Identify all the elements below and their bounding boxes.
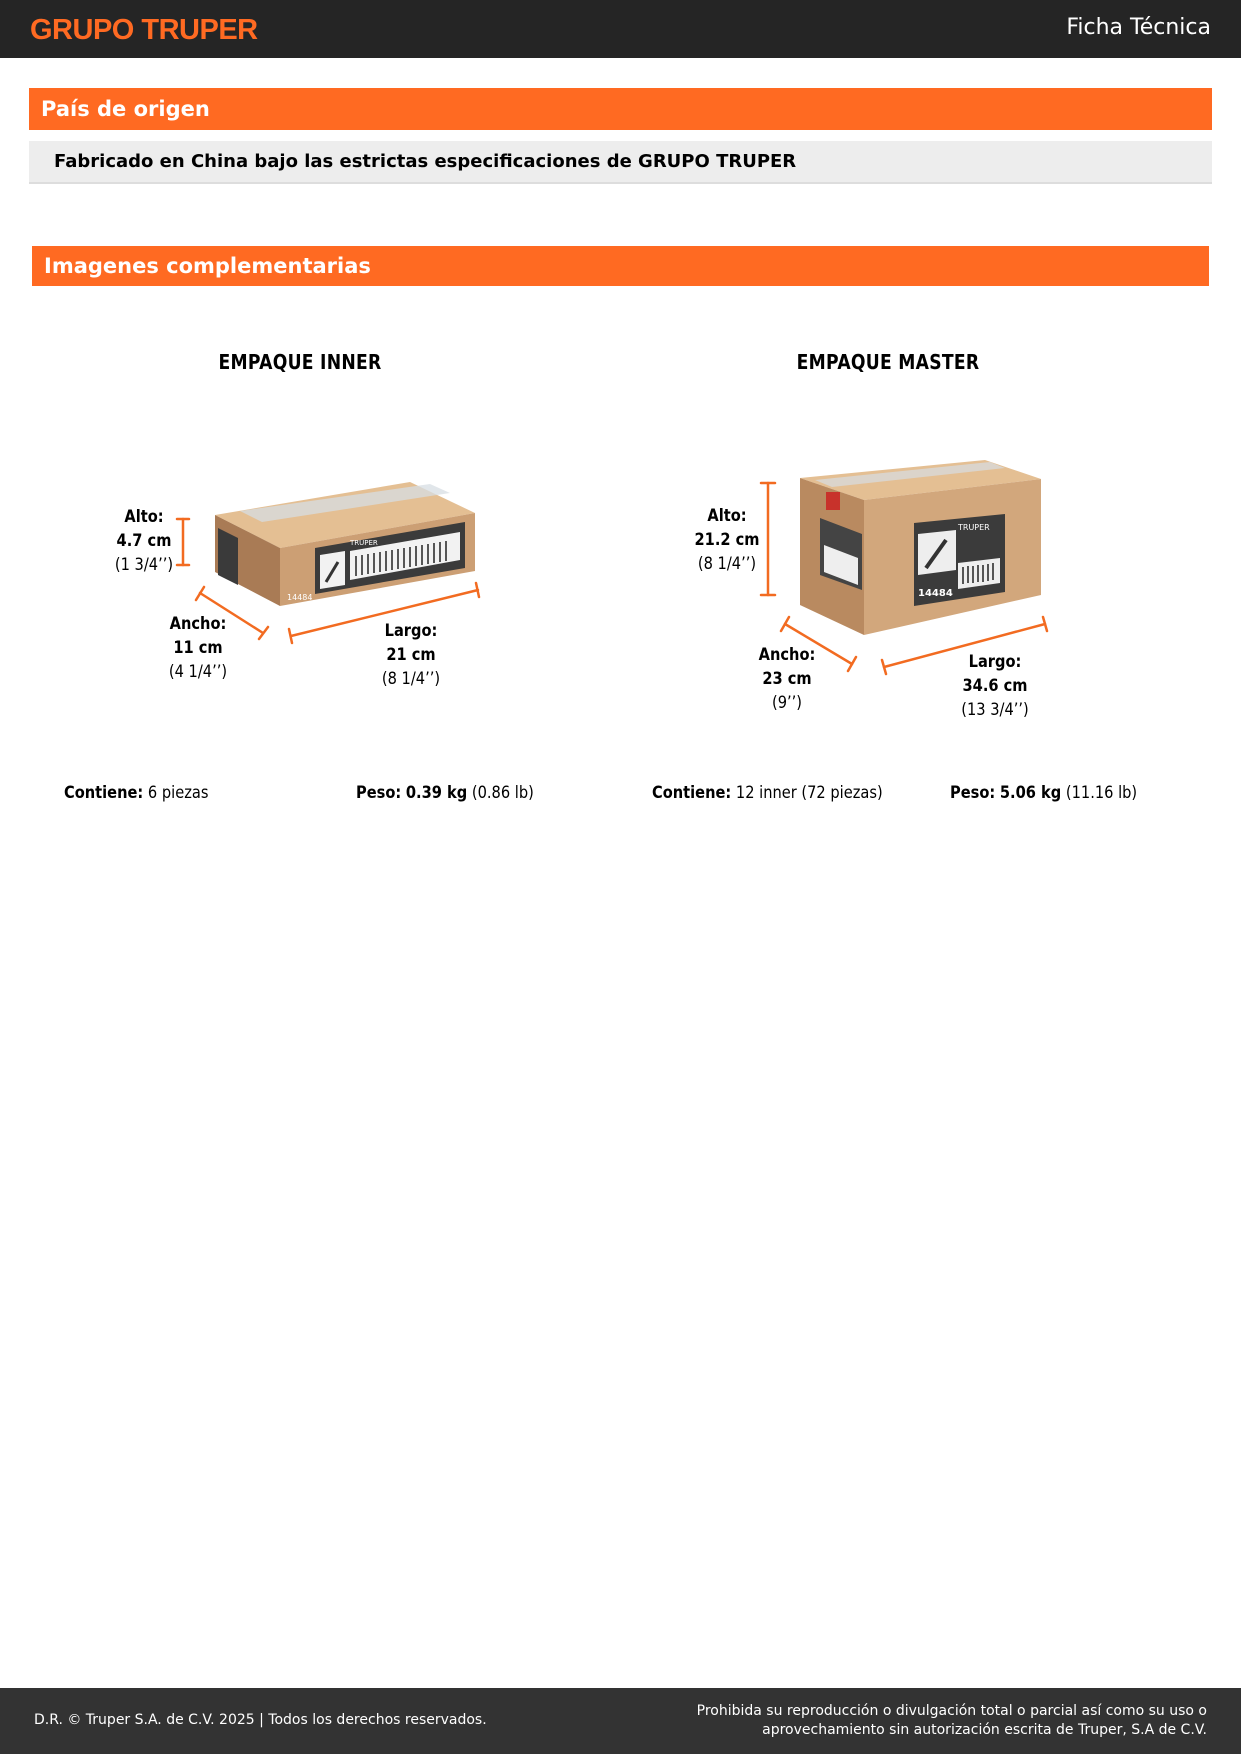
- page-footer: [0, 1688, 1241, 1754]
- master-ancho-label: Ancho: 23 cm (9’’): [758, 645, 816, 713]
- inner-alto-label: Alto: 4.7 cm (1 3/4’’): [114, 507, 174, 575]
- master-package-title: EMPAQUE MASTER: [796, 350, 980, 374]
- document-title: Ficha Técnica: [1066, 15, 1211, 40]
- origin-section-title: País de origen: [41, 97, 210, 121]
- footer-copyright: D.R. © Truper S.A. de C.V. 2025 | Todos los derechos reservados.: [34, 1712, 487, 1728]
- footer-legal-line1: Prohibida su reproducción o divulgación total o parcial así como su uso o: [696, 1703, 1207, 1719]
- origin-statement-text: Fabricado en China bajo las estrictas especificaciones de GRUPO TRUPER: [54, 151, 797, 172]
- inner-largo-label: Largo: 21 cm (8 1/4’’): [381, 621, 441, 689]
- master-alto-label: Alto: 21.2 cm (8 1/4’’): [694, 506, 760, 574]
- inner-contiene: Contiene: 6 piezas: [64, 783, 209, 803]
- master-cardboard-box: [800, 460, 1041, 635]
- inner-package-title: EMPAQUE INNER: [218, 350, 382, 374]
- inner-box-code: 14484: [287, 593, 313, 602]
- inner-peso: Peso: 0.39 kg (0.86 lb): [356, 783, 534, 803]
- grupo-truper-logo: GRUPO TRUPER: [30, 14, 258, 46]
- footer-legal-line2: aprovechamiento sin autorización escrita de Truper, S.A de C.V.: [762, 1722, 1207, 1738]
- master-peso: Peso: 5.06 kg (11.16 lb): [950, 783, 1138, 803]
- master-largo-label: Largo: 34.6 cm (13 3/4’’): [961, 652, 1029, 720]
- images-section-title: Imagenes complementarias: [44, 254, 371, 278]
- master-box-code: 14484: [918, 588, 953, 599]
- inner-ancho-label: Ancho: 11 cm (4 1/4’’): [168, 614, 228, 682]
- master-box-brand: TRUPER: [958, 523, 990, 532]
- footer-legal-notice: [697, 1702, 1207, 1740]
- master-box-illustration: [0, 0, 1241, 740]
- inner-box-brand: TRUPER: [350, 539, 378, 547]
- master-contiene: Contiene: 12 inner (72 piezas): [652, 783, 883, 803]
